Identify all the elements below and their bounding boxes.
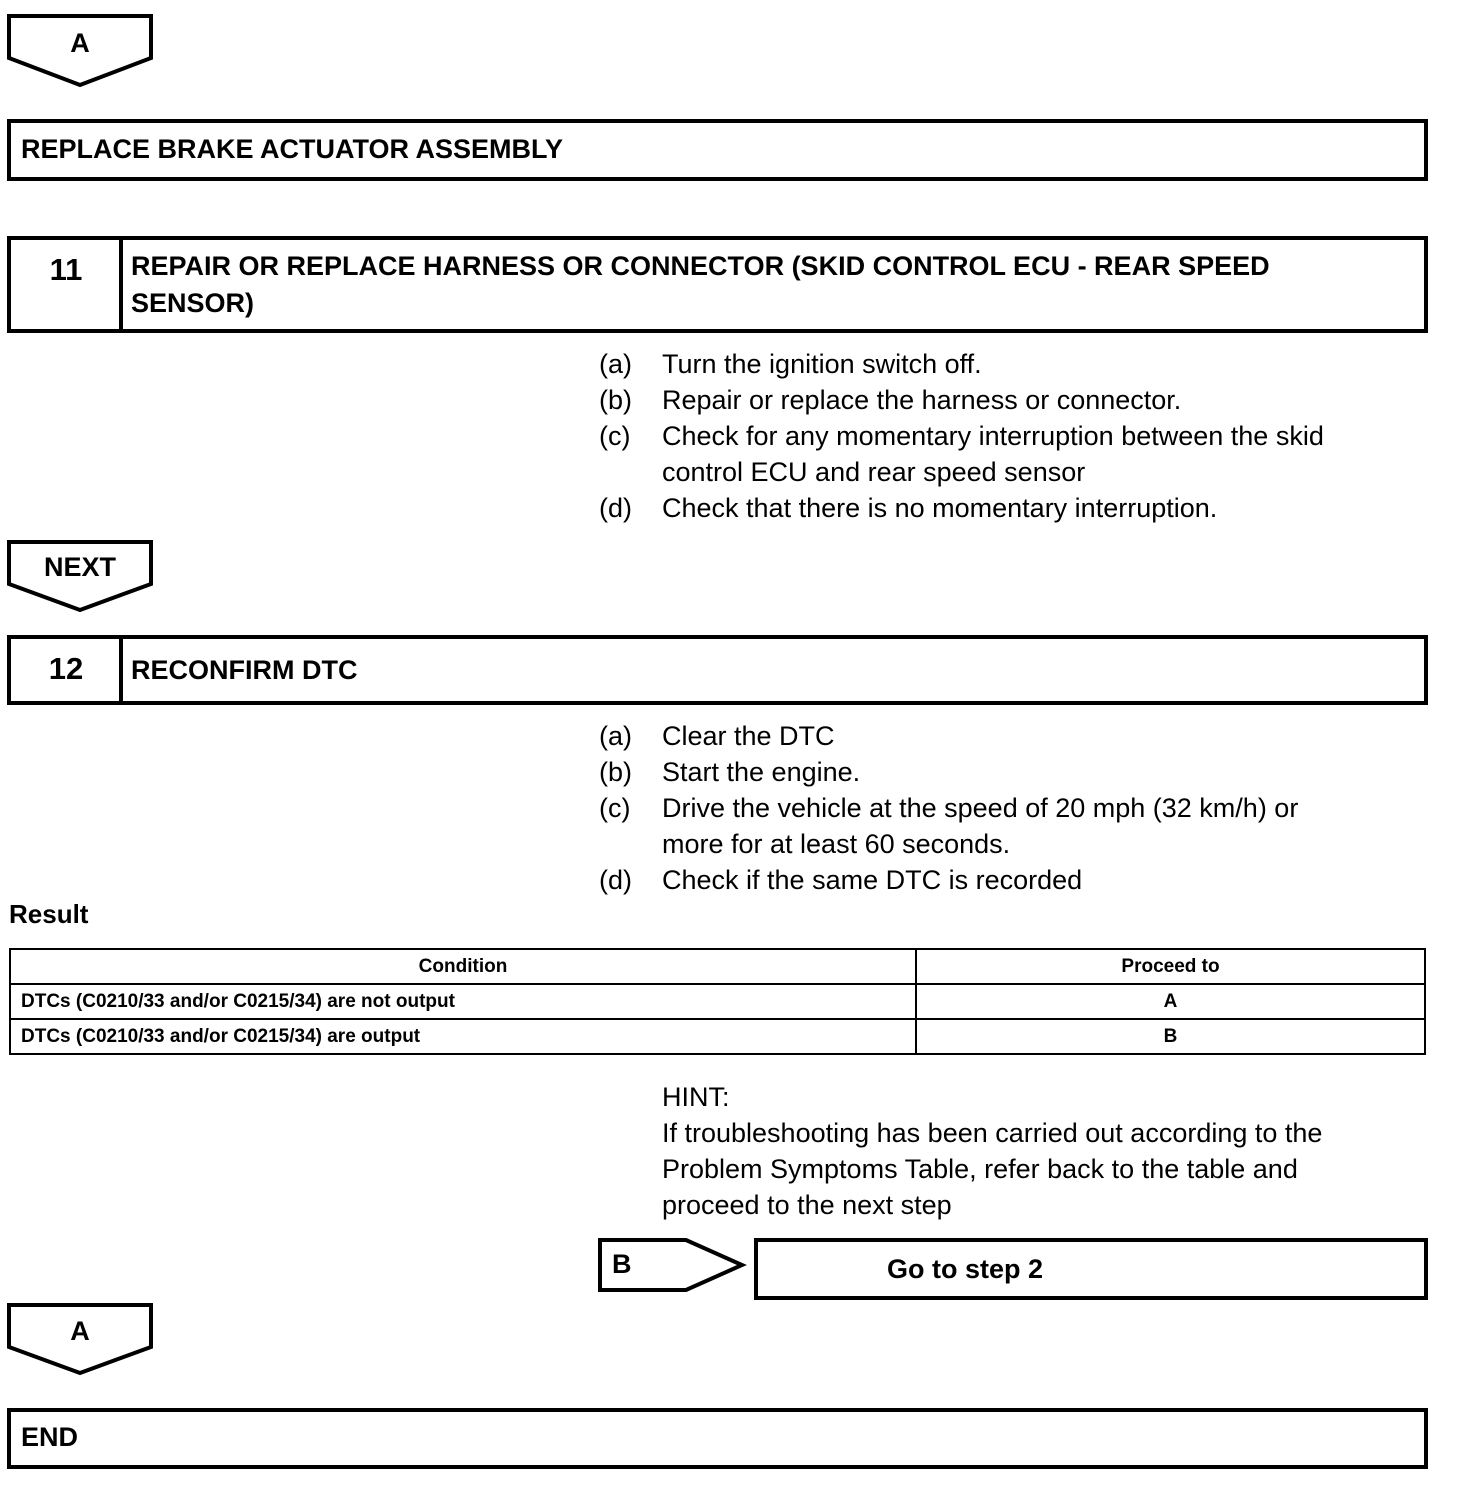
step-11-title-line2: SENSOR): [131, 288, 255, 318]
step-11-header: [7, 236, 1428, 333]
item-text: Turn the ignition switch off.: [662, 349, 982, 379]
header-proceed-to: Proceed to: [916, 949, 1425, 984]
item-text: more for at least 60 seconds.: [662, 829, 1011, 859]
result-heading: Result: [9, 899, 89, 929]
arrow-b-label: B: [612, 1249, 632, 1279]
item-text: Check for any momentary interruption between the skid: [662, 421, 1324, 451]
item-label: (d): [599, 493, 632, 523]
item-label: (b): [599, 757, 632, 787]
step-11-number: 11: [49, 252, 83, 287]
step-divider: [119, 639, 123, 701]
condition-cell: DTCs (C0210/33 and/or C0215/34) are output: [10, 1019, 916, 1054]
condition-cell: DTCs (C0210/33 and/or C0215/34) are not output: [10, 984, 916, 1019]
item-text: Clear the DTC: [662, 721, 835, 751]
step-divider: [119, 240, 123, 329]
arrow-next-label: NEXT: [43, 552, 116, 582]
item-text: Start the engine.: [662, 757, 861, 787]
proceed-cell: B: [916, 1019, 1425, 1054]
result-table: [9, 948, 1426, 1055]
step-12-header: [7, 635, 1428, 705]
hint-line: If troubleshooting has been carried out according to the: [662, 1118, 1323, 1148]
header-condition: Condition: [10, 949, 916, 984]
arrow-a-bottom-label: A: [70, 1316, 90, 1346]
hint-label: HINT:: [662, 1082, 730, 1112]
item-text: Repair or replace the harness or connector.: [662, 385, 1182, 415]
end-title: END: [21, 1422, 79, 1452]
go-to-step-text: Go to step 2: [887, 1254, 1044, 1284]
item-label: (c): [599, 421, 631, 451]
item-label: (a): [599, 349, 632, 379]
go-to-step-box: [754, 1238, 1428, 1300]
item-text: Check if the same DTC is recorded: [662, 865, 1083, 895]
step-12-title: RECONFIRM DTC: [131, 655, 358, 685]
step-11-title-line1: REPAIR OR REPLACE HARNESS OR CONNECTOR (SKID CONTROL ECU - REAR SPEED: [131, 251, 1270, 281]
table-header-row: [10, 949, 1425, 984]
item-label: (a): [599, 721, 632, 751]
hint-line: Problem Symptoms Table, refer back to the table and: [662, 1154, 1298, 1184]
table-row: [10, 1019, 1425, 1054]
hint-line: proceed to the next step: [662, 1190, 952, 1220]
replace-brake-actuator-box: [7, 119, 1428, 181]
step-12-number: 12: [48, 651, 84, 686]
proceed-cell: A: [916, 984, 1425, 1019]
item-label: (c): [599, 793, 631, 823]
item-text: Drive the vehicle at the speed of 20 mph (32 km/h) or: [662, 793, 1299, 823]
arrow-a-top-label: A: [70, 28, 90, 58]
item-label: (b): [599, 385, 632, 415]
table-row: [10, 984, 1425, 1019]
item-text: Check that there is no momentary interruption.: [662, 493, 1218, 523]
item-label: (d): [599, 865, 632, 895]
end-box: [7, 1408, 1428, 1469]
replace-box-title: REPLACE BRAKE ACTUATOR ASSEMBLY: [21, 134, 564, 164]
item-text: control ECU and rear speed sensor: [662, 457, 1086, 487]
